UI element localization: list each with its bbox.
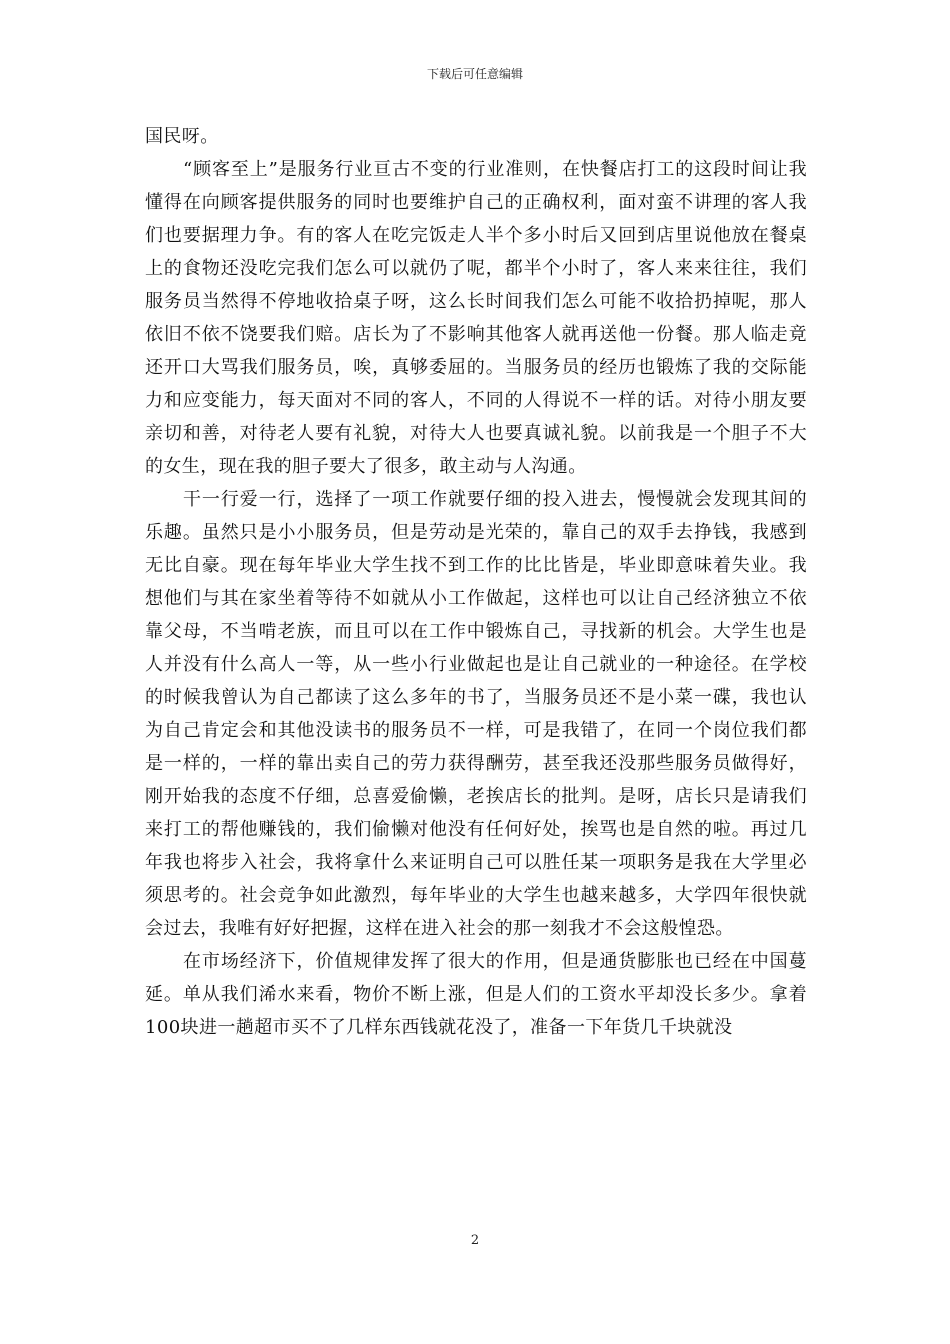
paragraph-love-your-job: 干一行爱一行，选择了一项工作就要仔细的投入进去，慢慢就会发现其间的乐趣。虽然只是小小服务员，但是劳动是光荣的，靠自己的双手去挣钱，我感到无比自豪。现在每年毕业大学生找不到工作的比比皆是，毕业即意味着失业。我想他们与其在家坐着等待不如就从小工作做起，这样也可以让自己经济独立不依靠父母，不当啃老族，而且可以在工作中锻炼自己，寻找新的机会。大学生也是人并没有什么高人一等，从一些小行业做起也是让自己就业的一种途径。在学校的时候我曾认为自己都读了这么多年的书了，当服务员还不是小菜一碟，我也认为自己肯定会和其他没读书的服务员不一样，可是我错了，在同一个岗位我们都是一样的，一样的靠出卖自己的劳力获得酬劳，甚至我还没那些服务员做得好，刚开始我的态度不仔细，总喜爱偷懒，老挨店长的批判。是呀，店长只是请我们来打工的帮他赚钱的，我们偷懒对他没有任何好处，挨骂也是自然的啦。再过几年我也将步入社会，我将拿什么来证明自己可以胜任某一项职务是我在大学里必须思考的。社会竞争如此激烈，每年毕业的大学生也越来越多，大学四年很快就会过去，我唯有好好把握，这样在进入社会的那一刻我才不会这般惶恐。	[145, 489, 807, 939]
document-body	[145, 120, 807, 1044]
paragraph-market-economy: 在市场经济下，价值规律发挥了很大的作用，但是通货膨胀也已经在中国蔓延。单从我们浠水来看，物价不断上涨，但是人们的工资水平却没长多少。拿着100块进一趟超市买不了几样东西钱就花没了，准备一下年货几千块就没	[145, 951, 807, 1038]
paragraph-continuation: 国民呀。	[145, 126, 219, 147]
page-number: 2	[470, 1233, 480, 1248]
paragraph-customer-first: “顾客至上”是服务行业亘古不变的行业准则，在快餐店打工的这段时间让我懂得在向顾客提供服务的同时也要维护自己的正确权利，面对蛮不讲理的客人我们也要据理力争。有的客人在吃完饭走人半个多小时后又回到店里说他放在餐桌上的食物还没吃完我们怎么可以就仍了呢，都半个小时了，客人来来往往，我们服务员当然得不停地收拾桌子呀，这么长时间我们怎么可能不收拾扔掉呢，那人依旧不依不饶要我们赔。店长为了不影响其他客人就再送他一份餐。那人临走竟还开口大骂我们服务员，唉，真够委屈的。当服务员的经历也锻炼了我的交际能力和应变能力，每天面对不同的客人，不同的人得说不一样的话。对待小朋友要亲切和善，对待老人要有礼貌，对待大人也要真诚礼貌。以前我是一个胆子不大的女生，现在我的胆子要大了很多，敢主动与人沟通。	[145, 159, 807, 477]
page-header: 下载后可任意编辑	[426, 67, 523, 81]
